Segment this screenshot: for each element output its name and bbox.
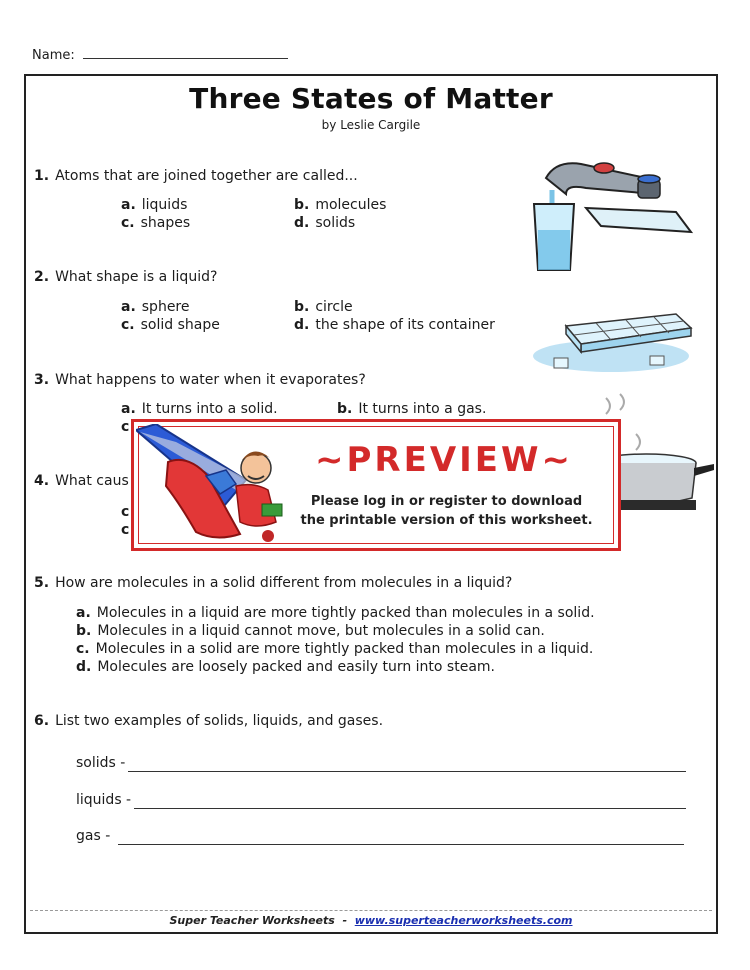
question-number: 4. <box>34 473 50 489</box>
answer-option[interactable]: a. It turns into a solid. <box>121 401 278 417</box>
name-blank[interactable] <box>83 46 288 59</box>
answer-option[interactable]: c <box>121 419 130 435</box>
answer-line-solids[interactable] <box>128 770 686 772</box>
question-2 <box>34 269 217 285</box>
ice-tray-image <box>526 306 696 376</box>
answer-option[interactable]: b. circle <box>294 299 353 315</box>
answer-option[interactable]: d. solids <box>294 215 356 231</box>
author-byline: by Leslie Cargile <box>321 118 421 132</box>
preview-message <box>294 492 599 530</box>
preview-banner[interactable] <box>131 419 621 551</box>
question-number: 5. <box>34 575 50 591</box>
answer-line-gas[interactable] <box>118 843 684 845</box>
question-text: What caus <box>55 473 129 489</box>
question-text: What happens to water when it evaporates? <box>55 372 366 388</box>
superhero-mascot-image <box>136 424 286 548</box>
name-row <box>32 46 288 63</box>
answer-option[interactable]: c. shapes <box>121 215 191 231</box>
blank-label-liquids: liquids - <box>76 792 132 808</box>
footer-separator: - <box>342 914 348 927</box>
question-4 <box>34 473 129 489</box>
answer-option[interactable]: a. liquids <box>121 197 188 213</box>
answer-option[interactable]: d. Molecules are loosely packed and easily turn into steam. <box>76 659 495 675</box>
answer-option[interactable]: d. the shape of its container <box>294 317 495 333</box>
question-6 <box>34 713 383 729</box>
question-text: What shape is a liquid? <box>55 269 218 285</box>
footer-brand: Super Teacher Worksheets <box>169 914 335 927</box>
worksheet-title: Three States of Matter <box>189 82 553 115</box>
name-label: Name: <box>32 48 75 63</box>
faucet-glass-image <box>526 160 696 280</box>
question-5 <box>34 575 512 591</box>
question-number: 6. <box>34 713 50 729</box>
answer-option[interactable]: b. molecules <box>294 197 387 213</box>
answer-option[interactable]: c. Molecules in a solid are more tightly packed than molecules in a liquid. <box>76 641 594 657</box>
question-number: 3. <box>34 372 50 388</box>
preview-message-line-1: Please log in or register to download <box>310 494 583 509</box>
question-number: 1. <box>34 168 50 184</box>
answer-option[interactable]: a. Molecules in a liquid are more tightly packed than molecules in a solid. <box>76 605 595 621</box>
answer-option[interactable]: a. sphere <box>121 299 190 315</box>
blank-label-solids: solids - <box>76 755 126 771</box>
question-3 <box>34 372 366 388</box>
answer-option[interactable]: b. Molecules in a liquid cannot move, but molecules in a solid can. <box>76 623 545 639</box>
answer-line-liquids[interactable] <box>134 807 686 809</box>
question-number: 2. <box>34 269 50 285</box>
question-text: Atoms that are joined together are called... <box>55 168 358 184</box>
question-1 <box>34 168 358 184</box>
answer-option[interactable]: c <box>121 504 130 520</box>
preview-message-line-2: the printable version of this worksheet. <box>300 513 593 528</box>
answer-option[interactable]: b. It turns into a gas. <box>337 401 487 417</box>
answer-option[interactable]: c <box>121 522 130 538</box>
question-text: How are molecules in a solid different from molecules in a liquid? <box>55 575 513 591</box>
footer-url-link[interactable]: www.superteacherworksheets.com <box>354 914 573 927</box>
blank-label-gas: gas - <box>76 828 111 844</box>
answer-option[interactable]: c. solid shape <box>121 317 220 333</box>
question-text: List two examples of solids, liquids, and gases. <box>55 713 384 729</box>
preview-title: ~PREVIEW~ <box>315 440 573 480</box>
